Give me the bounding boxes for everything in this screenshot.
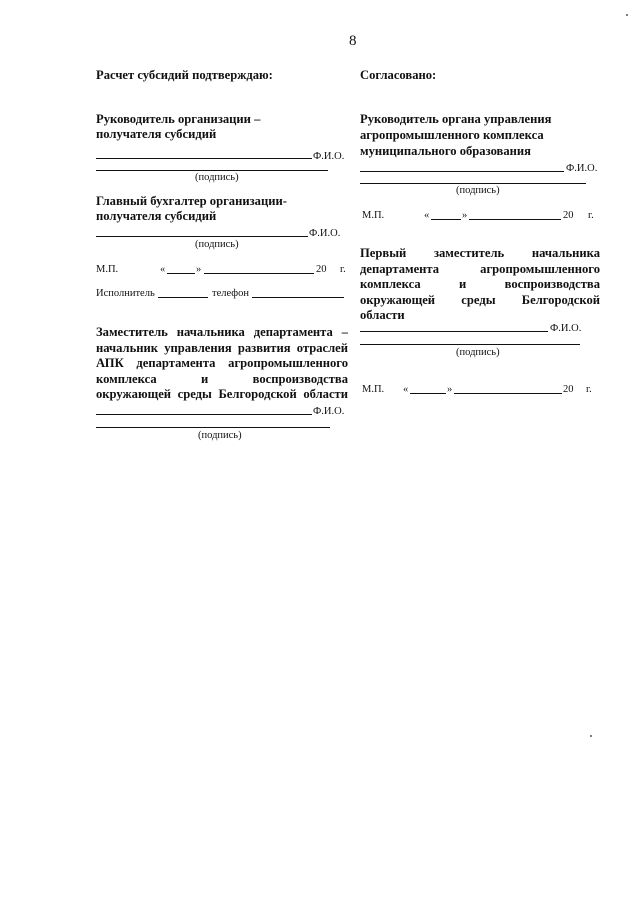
right-block2-title <box>360 246 600 324</box>
left-phone-line <box>252 297 344 298</box>
left-phone-label: телефон <box>212 288 249 299</box>
right-block1-fio-line <box>360 171 564 172</box>
left-block1-title-line2: получателя субсидий <box>96 127 217 141</box>
right-month-line-1 <box>469 219 561 220</box>
right-year-suffix-2: г. <box>586 384 592 395</box>
right-quote-close-1: » <box>462 210 468 221</box>
right-year-label-1: 20 <box>563 210 574 221</box>
right-block1-title-line1: Руководитель органа управления <box>360 112 552 126</box>
left-block2-title-line2: получателя субсидий <box>96 209 217 223</box>
left-header: Расчет субсидий подтверждаю: <box>96 68 273 82</box>
right-month-line-2 <box>454 393 562 394</box>
right-quote-open-2: « <box>403 384 409 395</box>
right-block2-signature-label: (подпись) <box>456 347 500 358</box>
left-block2-signature-label: (подпись) <box>195 239 239 250</box>
left-block3-title-line5: окружающей среды Белгородской области <box>96 387 348 401</box>
left-executor-label: Исполнитель <box>96 288 155 299</box>
right-block1-title-line2: агропромышленного комплекса <box>360 128 544 142</box>
right-block2-title-line5: области <box>360 308 405 322</box>
left-executor-line <box>158 297 208 298</box>
left-month-line <box>204 273 314 274</box>
right-quote-open-1: « <box>424 210 430 221</box>
left-block1-title-line1: Руководитель организации – <box>96 112 261 126</box>
left-block1-signature-label: (подпись) <box>195 172 239 183</box>
left-quote-close: » <box>196 264 202 275</box>
right-block2-fio-label: Ф.И.О. <box>550 323 582 334</box>
left-block1-fio-label: Ф.И.О. <box>313 151 345 162</box>
left-block3-signature-label: (подпись) <box>198 430 242 441</box>
left-block3-fio-label: Ф.И.О. <box>313 406 345 417</box>
left-quote-open: « <box>160 264 166 275</box>
right-block1-title-line3: муниципального образования <box>360 144 531 158</box>
right-day-line-1 <box>431 219 461 220</box>
right-block1-signature-label: (подпись) <box>456 185 500 196</box>
scan-speck <box>626 14 628 16</box>
left-stamp-label: М.П. <box>96 264 119 275</box>
left-block2-fio-label: Ф.И.О. <box>309 228 341 239</box>
left-block3-title-line2: начальник управления развития отраслей <box>96 340 348 355</box>
right-block2-title-line3: комплекса и воспроизводства <box>360 277 600 291</box>
left-block3-title-line3: АПК департамента агропромышленного <box>96 356 348 370</box>
right-stamp-label-1: М.П. <box>362 210 385 221</box>
right-header: Согласовано: <box>360 68 437 82</box>
right-year-label-2: 20 <box>563 384 574 395</box>
left-block3-title <box>96 325 348 403</box>
right-block2-title-line2: департамента агропромышленного <box>360 261 600 276</box>
right-year-suffix-1: г. <box>588 210 594 221</box>
right-block2-title-line4: окружающей среды Белгородской <box>360 292 600 307</box>
left-block3-title-line4: комплекса и воспроизводства <box>96 371 348 386</box>
right-quote-close-2: » <box>447 384 453 395</box>
scan-speck <box>590 735 592 737</box>
right-stamp-label-2: М.П. <box>362 384 385 395</box>
right-day-line-2 <box>410 393 446 394</box>
right-block2-title-line1: Первый заместитель начальника <box>360 246 600 260</box>
left-block3-title-line1: Заместитель начальника департамента – <box>96 325 348 339</box>
left-block3-fio-line <box>96 414 312 415</box>
left-block2-title-line1: Главный бухгалтер организации- <box>96 194 287 208</box>
left-block1-fio-line <box>96 158 312 159</box>
right-block2-fio-line <box>360 331 548 332</box>
left-year-label: 20 <box>316 264 327 275</box>
left-day-line <box>167 273 195 274</box>
page-number: 8 <box>349 33 357 49</box>
left-year-suffix: г. <box>340 264 346 275</box>
right-block1-fio-label: Ф.И.О. <box>566 163 598 174</box>
